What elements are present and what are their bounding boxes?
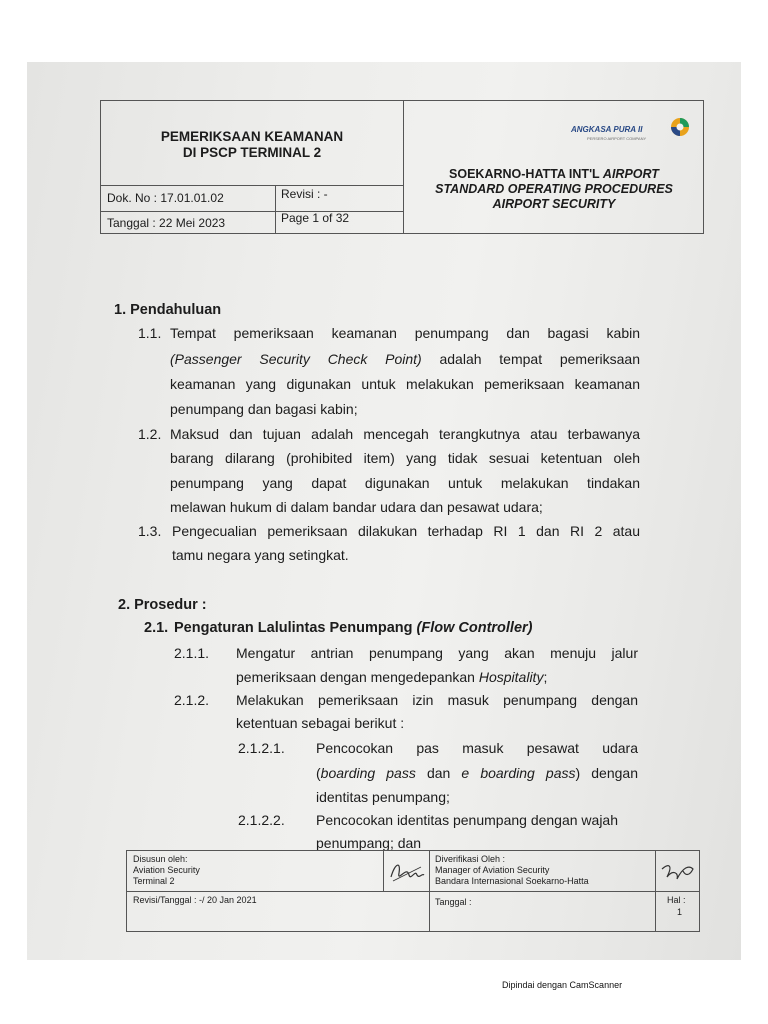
org-line-1: SOEKARNO-HATTA INT'L AIRPORT — [449, 167, 659, 181]
item-1-3-line-1: Pengecualian pemeriksaan dilakukan terhadap RI 1 dan RI 2 atau — [172, 523, 640, 539]
org-line-3: AIRPORT SECURITY — [492, 197, 616, 211]
subsection-2-1-number: 2.1. — [144, 620, 169, 636]
approval-footer-table — [126, 850, 700, 932]
verifier-signature-icon — [659, 859, 697, 887]
item-2-1-2-2-line-2: penumpang; dan — [316, 835, 422, 851]
document-title — [101, 129, 403, 161]
organization-block — [404, 167, 704, 212]
item-2-1-2-1-number: 2.1.2.1. — [238, 740, 285, 756]
section-1-heading: 1. Pendahuluan — [114, 302, 222, 318]
item-2-1-2-2-number: 2.1.2.2. — [238, 812, 285, 828]
item-2-1-2-line-2: ketentuan sebagai berikut : — [236, 715, 405, 731]
item-1-1-line-3: keamanan yang digunakan untuk melakukan pemeriksaan keamanan — [170, 376, 640, 392]
scanner-watermark: Dipindai dengan CamScanner — [502, 980, 623, 990]
item-2-1-2-line-1: Melakukan pemeriksaan izin masuk penumpang dengan — [236, 692, 638, 708]
item-2-1-2-1-line-1: Pencocokan pas masuk pesawat udara — [316, 740, 638, 756]
item-2-1-2-number: 2.1.2. — [174, 692, 210, 708]
logo-text: ANGKASA PURA II — [571, 125, 643, 134]
page-indicator: Page 1 of 32 — [281, 211, 350, 225]
item-1-2-number: 1.2. — [138, 426, 162, 442]
document-date: Tanggal : 22 Mei 2023 — [107, 216, 226, 230]
item-1-3-line-2: tamu negara yang setingkat. — [172, 547, 349, 563]
item-1-2-line-4: melawan hukum di dalam bandar udara dan pesawat udara; — [170, 499, 543, 515]
item-2-1-2-1-line-3: identitas penumpang; — [316, 789, 450, 805]
org-line-2: STANDARD OPERATING PROCEDURES — [435, 182, 673, 196]
item-1-2-line-3: penumpang yang dapat digunakan untuk melakukan tindakan — [170, 475, 640, 491]
logo-mark-icon — [667, 113, 693, 139]
prepared-by: Disusun oleh: Aviation Security Terminal 2 — [133, 854, 200, 886]
verified-by: Diverifikasi Oleh : Manager of Aviation Security Bandara Internasional Soekarno-Hatta — [435, 854, 589, 886]
section-2-heading: 2. Prosedur : — [118, 597, 207, 613]
item-1-1-line-4: penumpang dan bagasi kabin; — [170, 401, 358, 417]
revision: Revisi : - — [281, 187, 328, 201]
revision-date: Revisi/Tanggal : -/ 20 Jan 2021 — [133, 895, 257, 905]
preparer-signature-icon — [387, 857, 427, 887]
item-2-1-1-number: 2.1.1. — [174, 645, 210, 661]
document-number: Dok. No : 17.01.01.02 — [107, 191, 224, 205]
title-line-2: DI PSCP TERMINAL 2 — [182, 145, 322, 160]
page-value: 1 — [677, 907, 683, 917]
item-1-2-line-2: barang dilarang (prohibited item) yang tidak sesuai ketentuan oleh — [170, 450, 640, 466]
item-2-1-2-2-line-1: Pencocokan identitas penumpang dengan wajah — [316, 812, 619, 828]
item-1-1-line-2: (Passenger Security Check Point) adalah tempat pemeriksaan — [170, 351, 640, 367]
angkasa-pura-logo — [571, 111, 699, 145]
item-1-3-number: 1.3. — [138, 523, 162, 539]
item-1-1-number: 1.1. — [138, 325, 162, 341]
item-2-1-2-1-line-2: (boarding pass dan e boarding pass) dengan — [316, 765, 638, 781]
item-2-1-1-line-2: pemeriksaan dengan mengedepankan Hospitality; — [236, 669, 548, 685]
item-1-1-line-1: Tempat pemeriksaan keamanan penumpang dan bagasi kabin — [170, 325, 640, 341]
logo-subtext: PERSERO AIRPORT COMPANY — [587, 136, 647, 141]
subsection-2-1-title: Pengaturan Lalulintas Penumpang (Flow Controller) — [174, 620, 533, 636]
page-label: Hal : — [667, 895, 686, 905]
verification-date: Tanggal : — [435, 897, 472, 907]
title-line-1: PEMERIKSAAN KEAMANAN — [160, 129, 344, 144]
item-2-1-1-line-1: Mengatur antrian penumpang yang akan menuju jalur — [236, 645, 638, 661]
item-1-2-line-1: Maksud dan tujuan adalah mencegah terangkutnya atau terbawanya — [170, 426, 640, 442]
document-header-table — [100, 100, 704, 234]
